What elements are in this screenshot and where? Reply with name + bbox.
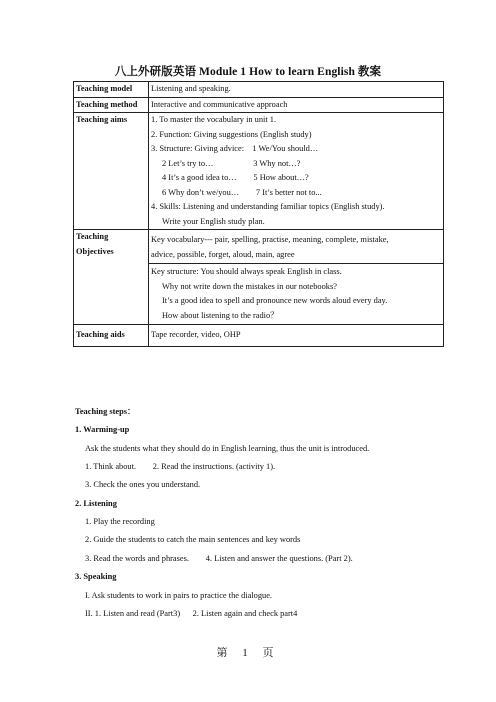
row-teaching-objectives [74,230,444,325]
warming-up-text: Ask the students what they should do in English learning, thus the unit is introduced. [85,443,370,453]
warming-up-heading: 1. Warming-up [75,425,130,435]
page-number: 第 1 页 [216,647,280,659]
key-structure-line: How about listening to the radio？ [162,310,279,320]
key-vocabulary-line: advice, possible, forget, aloud, main, agree [151,249,295,259]
key-vocabulary-block [149,230,443,263]
aims-line: 6 Why don’t we/you… 7 It’s better not to... [162,187,322,197]
label-teaching-method: Teaching method [74,97,149,113]
label-teaching-objectives [74,230,149,325]
key-vocabulary-line: Key vocabulary--- pair, spelling, practise, meaning, complete, mistake, [151,235,389,244]
row-teaching-model [74,82,444,98]
aims-line: 3. Structure: Giving advice: 1 We/You should… [151,144,319,153]
value-teaching-aids: Tape recorder, video, OHP [149,325,444,347]
aims-line: 4. Skills: Listening and understanding familiar topics (English study). [151,202,385,211]
speaking-line: II. 1. Listen and read (Part3) 2. Listen again and check part4 [85,609,298,619]
value-teaching-model: Listening and speaking. [149,82,444,98]
key-structure-block [149,263,443,324]
listening-line: 3. Read the words and phrases. 4. Listen and answer the questions. (Part 2). [85,553,353,563]
speaking-line: I. Ask students to work in pairs to practice the dialogue. [85,590,273,600]
lesson-plan-table [73,81,444,347]
teaching-steps [75,403,445,623]
aims-line: 2 Let’s try to… 3 Why not…? [162,158,301,168]
listening-heading: 2. Listening [75,498,117,508]
value-teaching-objectives [149,230,444,325]
warming-up-line: 3. Check the ones you understand. [85,480,201,490]
key-structure-line: Why not write down the mistakes in our notebooks? [162,281,337,291]
speaking-heading: 3. Speaking [75,572,117,582]
row-teaching-aids [74,325,444,347]
aims-line: Write your English study plan. [162,216,265,226]
value-teaching-method: Interactive and communicative approach [149,97,444,113]
objectives-label-line2: Objectives [76,246,114,256]
listening-line: 2. Guide the students to catch the main sentences and key words [85,535,301,545]
warming-up-line: 1. Think about. 2. Read the instructions. (activity 1). [85,461,276,471]
aims-line: 4 It’s a good idea to… 5 How about…? [162,173,309,182]
listening-line: 1. Play the recording [85,517,155,527]
document-title: 八上外研版英语 Module 1 How to learn English 教案 [114,66,382,78]
aims-line: 2. Function: Giving suggestions (English study) [151,129,312,139]
row-teaching-aims [74,113,444,230]
label-teaching-model: Teaching model [74,82,149,98]
objectives-label-line1: Teaching [76,232,109,241]
key-structure-line: Key structure: You should always speak English in class. [151,267,342,276]
aims-line: 1. To master the vocabulary in unit 1. [151,115,277,124]
label-teaching-aids: Teaching aids [74,325,149,347]
label-teaching-aims: Teaching aims [74,113,149,230]
value-teaching-aims [149,113,444,230]
key-structure-line: It’s a good idea to spell and pronounce new words aloud every day. [162,296,388,305]
row-teaching-method [74,97,444,113]
steps-heading: Teaching steps： [75,407,136,416]
